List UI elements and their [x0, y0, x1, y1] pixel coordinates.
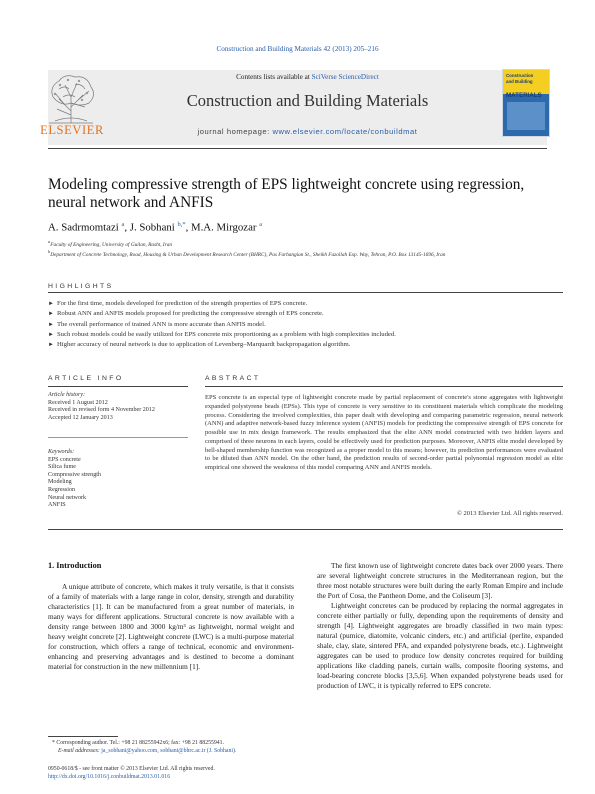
highlight-item [48, 340, 548, 350]
sciencedirect-link[interactable]: SciVerse ScienceDirect [311, 73, 379, 81]
keyword: Regression [48, 486, 76, 493]
highlight-item [48, 299, 548, 309]
cover-title-line3: MATERIALS [506, 92, 542, 99]
author-mark[interactable]: a [121, 221, 125, 228]
intro-paragraph: Lightweight concretes can be produced by replacing the normal aggregates in concrete either partially or fully, depending upon the requirements of density and strength [4]. Lightweight aggregates are broadly classified in two main types: natural (pumice, diatomite, volcanic cinders, etc.) and artificial (perlite, expanded shale, clay, slate, sintered PFA, and expanded polystyrene beads, etc.). Lightweight aggregates can be used to produce low density concretes required for building applications like cladding panels, curtain walls, composite flooring systems, and load-bearing concrete blocks [3,5,6]. When expanded polystyrene beads used for production of LWC, it is typically referred to EPS concrete. [317, 601, 563, 690]
article-title-line1: Modeling compressive strength of EPS lightweight concrete using regression, [48, 176, 525, 193]
contents-availability-line [120, 73, 495, 81]
author-mark[interactable]: b,* [177, 221, 186, 228]
info-divider [48, 437, 188, 438]
footnote-rule [48, 736, 118, 737]
history-label: Article history: [48, 392, 86, 398]
masthead-rule [48, 148, 547, 149]
author-name[interactable]: A. Sadrmomtazi [48, 221, 119, 234]
abstract-copyright: © 2013 Elsevier Ltd. All rights reserved. [456, 510, 563, 517]
article-info-rule [48, 386, 188, 387]
highlights-heading: HIGHLIGHTS [48, 283, 114, 290]
keyword: EPS concrete [48, 456, 81, 463]
highlight-item [48, 330, 548, 340]
email-line [52, 748, 312, 756]
journal-homepage-link[interactable]: www.elsevier.com/locate/conbuildmat [272, 127, 418, 136]
bullet-arrow-icon: ► [48, 321, 54, 328]
highlight-text: Robust ANN and ANFIS models proposed for predicting the compressive strength of EPS concrete. [56, 310, 324, 318]
keyword: Compressive strength [48, 471, 101, 478]
corresponding-author-note [52, 740, 312, 755]
author-sep: , [124, 221, 130, 234]
abstract-heading: ABSTRACT [205, 375, 261, 382]
author-name[interactable]: J. Sobhani [129, 221, 175, 234]
keyword: ANFIS [48, 502, 66, 509]
cover-photo [507, 102, 545, 130]
highlight-text: Such robust models could be easily utilized for EPS concrete mix proportioning as a problem with high complexities included. [56, 330, 396, 338]
front-matter-block [48, 766, 348, 781]
affiliation-mark: b [48, 249, 51, 254]
article-title-line2: neural network and ANFIS [48, 194, 214, 211]
highlight-text: For the first time, models developed for prediction of the strength properties of EPS concrete. [56, 300, 308, 307]
highlight-item [48, 309, 548, 319]
article-title [48, 176, 548, 212]
affiliation-b [48, 248, 558, 259]
abstract-rule [205, 386, 563, 387]
affiliation-text: Faculty of Engineering, University of Guilan, Rasht, Iran [50, 241, 173, 248]
homepage-prefix: journal homepage: [197, 127, 273, 136]
keyword: Neural network [48, 494, 87, 501]
history-entry: Received 1 August 2012 [48, 399, 108, 406]
introduction-heading: 1. Introduction [48, 561, 102, 570]
abstract-bottom-rule [48, 529, 563, 530]
doi-link[interactable]: http://dx.doi.org/10.1016/j.conbuildmat.2013.01.016 [48, 773, 171, 780]
keyword: Modeling [48, 479, 72, 486]
cover-title-line1: Construction [506, 73, 534, 78]
highlights-list [48, 299, 548, 350]
email-links[interactable]: ja_sobhani@yahoo.com, sobhani@bhrc.ac.ir (J. Sobhani). [101, 747, 237, 754]
history-entry: Accepted 12 January 2013 [48, 414, 113, 421]
affiliation-mark: a [48, 239, 51, 244]
cover-title-line2: and Building [506, 79, 533, 84]
bullet-arrow-icon: ► [48, 311, 54, 318]
keywords-box [48, 449, 198, 510]
email-label: E-mail addresses: [58, 747, 102, 754]
author-mark[interactable]: a [259, 221, 263, 228]
bullet-arrow-icon: ► [48, 342, 54, 349]
author-name[interactable]: M.A. Mirgozar [191, 221, 257, 234]
author-list [48, 221, 262, 234]
contents-prefix: Contents lists available at [236, 73, 312, 81]
bullet-arrow-icon: ► [48, 301, 54, 307]
article-history [48, 392, 198, 422]
journal-cover-thumbnail[interactable] [502, 69, 550, 137]
journal-homepage-line [120, 127, 495, 136]
corresponding-author-text: * Corresponding author. Tel.: +98 21 88255942x6; fax: +98 21 88255941. [52, 740, 225, 746]
keywords-label: Keywords: [48, 449, 75, 455]
highlights-rule [48, 292, 563, 293]
front-matter-text: 0950-0618/$ - see front matter © 2013 Elsevier Ltd. All rights reserved. [48, 766, 215, 772]
abstract-text: EPS concrete is an especial type of lightweight concrete made by partial replacement of concrete's stone aggregates with lightweight expanded polystyrene beads (EPSs). This type of concrete is very sensitive to its constituent materials which complicate the modeling process. Considering the involved complexities, this paper dealt with developing and comparing parametric regression, neural network (ANN) and adaptive network-based fuzzy inference system (ANFIS) models for predicting the compressive strength of EPS concrete for possible use in mix design framework. The results emphasized that the elite ANN model constructed with two hidden layers and comprised of three neurons in each layers, could be effectively used for prediction purposes. Moreover, ANFIS elite model developed by bell-shaped membership function was recognized as a proper model to this means; however, its prediction performances were evaluated to be diluted than ANN model. On the other hand, the prediction results of second-order partial polynomial regression model as elite empirical one showed the weakness of this model comparing ANN and ANFIS models. [205, 394, 563, 471]
highlight-text: Higher accuracy of neural network is due to application of Levenberg–Marquardt backpropagation algorithm. [56, 341, 351, 349]
affiliation-text: Department of Concrete Technology, Road, Housing & Urban Development Research Center (BHRC), Pas Farhangian St., Sheikh Fazollah Exp. Way, Tehran, P.O. Box 13145-1696, Iran [50, 251, 446, 258]
journal-name: Construction and Building Materials [186, 91, 429, 110]
intro-paragraph: A unique attribute of concrete, which makes it truly versatile, is that it consists of a family of materials with a large range in color, density, strength and durability characteristics [1]. It can be manufactured from a great number of materials, in many ways for different applications. Structural concrete is now available with a density range between 1800 and 3000 kg/m³ as lightweight, normal weight and heavy weight concrete [2]. Lightweight concrete (LWC) is a multi-purpose material for construction, which offers a range of technical, economic and environment-enhancing and preserving advantages and is destined to become a dominant material for construction in the new millennium [1]. [48, 582, 294, 671]
body-left-column [48, 582, 294, 672]
highlight-text: The overall performance of trained ANN is more accurate than ANFIS model. [56, 320, 266, 328]
highlight-item [48, 320, 548, 330]
body-right-column [317, 561, 563, 691]
article-info-heading: ARTICLE INFO [48, 375, 124, 382]
bullet-arrow-icon: ► [48, 331, 54, 338]
journal-citation[interactable]: Construction and Building Materials 42 (2013) 205–216 [216, 45, 379, 53]
intro-paragraph: The first known use of lightweight concrete dates back over 2000 years. There are several lightweight concrete structures in the Mediterranean region, but the three most notable structures were built during the early Roman Empire and include the Port of Cosa, the Pantheon Dome, and the Coliseum [3]. [317, 561, 563, 600]
author-sep: , [185, 221, 191, 234]
elsevier-wordmark: ELSEVIER [40, 123, 104, 137]
history-entry: Received in revised form 4 November 2012 [48, 407, 155, 414]
keyword: Silica fume [48, 464, 76, 471]
